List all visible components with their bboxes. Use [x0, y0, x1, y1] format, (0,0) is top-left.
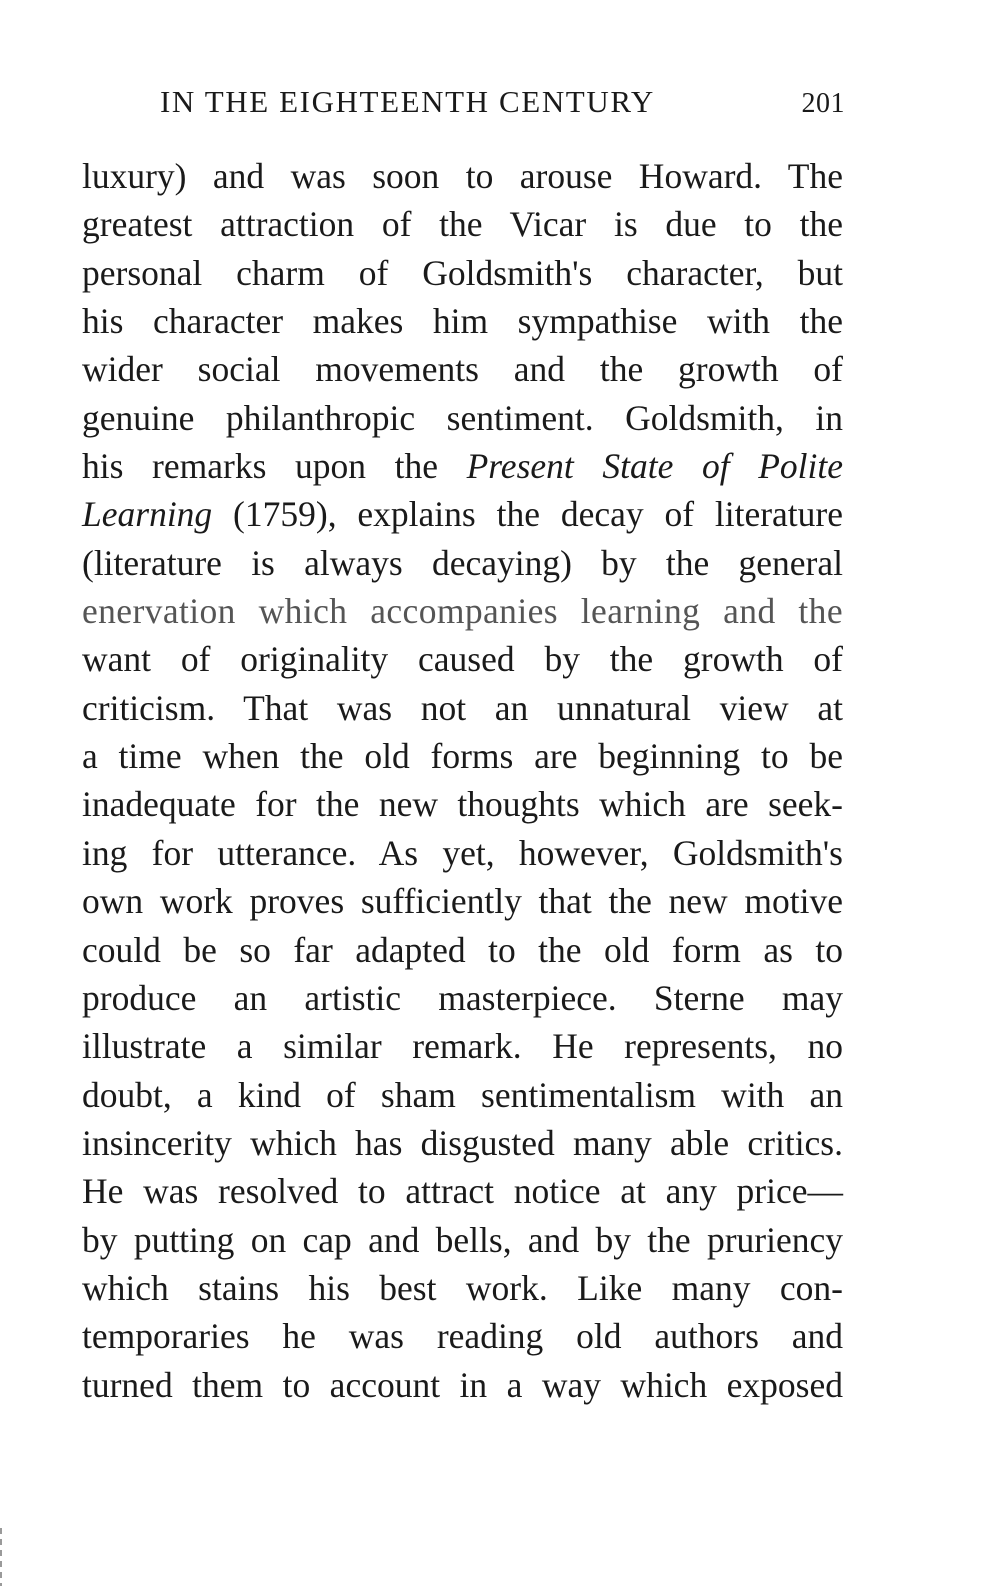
body-text	[82, 152, 843, 1409]
italic-title: Present State of Polite	[466, 446, 843, 487]
text-line: by putting on cap and bells, and by the pruriency	[82, 1219, 843, 1260]
italic-title: Learning	[82, 494, 213, 535]
text-line: wider social movements and the growth of	[82, 349, 843, 390]
text-line: criticism. That was not an unnatural view at	[82, 687, 843, 728]
running-head	[160, 84, 845, 128]
text-line: his character makes him sympathise with the	[82, 301, 843, 342]
text-line: personal charm of Goldsmith's character, but	[82, 252, 843, 293]
text-line	[82, 490, 843, 538]
text-line: produce an artistic masterpiece. Sterne may	[82, 977, 843, 1018]
text-line: genuine philanthropic sentiment. Goldsmith, in	[82, 397, 843, 438]
text-line: could be so far adapted to the old form as to	[82, 929, 843, 970]
text-line: illustrate a similar remark. He represents, no	[82, 1026, 843, 1067]
text-line: own work proves sufficiently that the new motive	[82, 881, 843, 922]
text-line: turned them to account in a way which exposed	[82, 1364, 843, 1405]
text-line: ing for utterance. As yet, however, Goldsmith's	[82, 832, 843, 873]
text-line: inadequate for the new thoughts which are seek-	[82, 784, 843, 825]
text-line: temporaries he was reading old authors and	[82, 1316, 843, 1357]
text-line: which stains his best work. Like many con-	[82, 1267, 843, 1308]
text-line: luxury) and was soon to arouse Howard. The	[82, 156, 843, 196]
text-line: (literature is always decaying) by the general	[82, 542, 843, 583]
text-line: enervation which accompanies learning and the	[82, 591, 843, 632]
scan-edge-mark	[0, 1528, 2, 1586]
page-number: 201	[801, 88, 845, 119]
line-text: (1759), explains the decay of literature	[212, 494, 843, 535]
text-line: insincerity which has disgusted many able critics.	[82, 1122, 843, 1163]
text-line: want of originality caused by the growth of	[82, 639, 843, 680]
text-line: a time when the old forms are beginning to be	[82, 736, 843, 777]
line-text: his remarks upon the	[82, 446, 467, 487]
text-line	[82, 442, 843, 490]
text-line: doubt, a kind of sham sentimentalism with an	[82, 1074, 843, 1115]
text-line: greatest attraction of the Vicar is due to the	[82, 204, 843, 245]
running-title: IN THE EIGHTEENTH CENTURY	[160, 84, 655, 119]
text-line: He was resolved to attract notice at any price—	[82, 1171, 843, 1212]
